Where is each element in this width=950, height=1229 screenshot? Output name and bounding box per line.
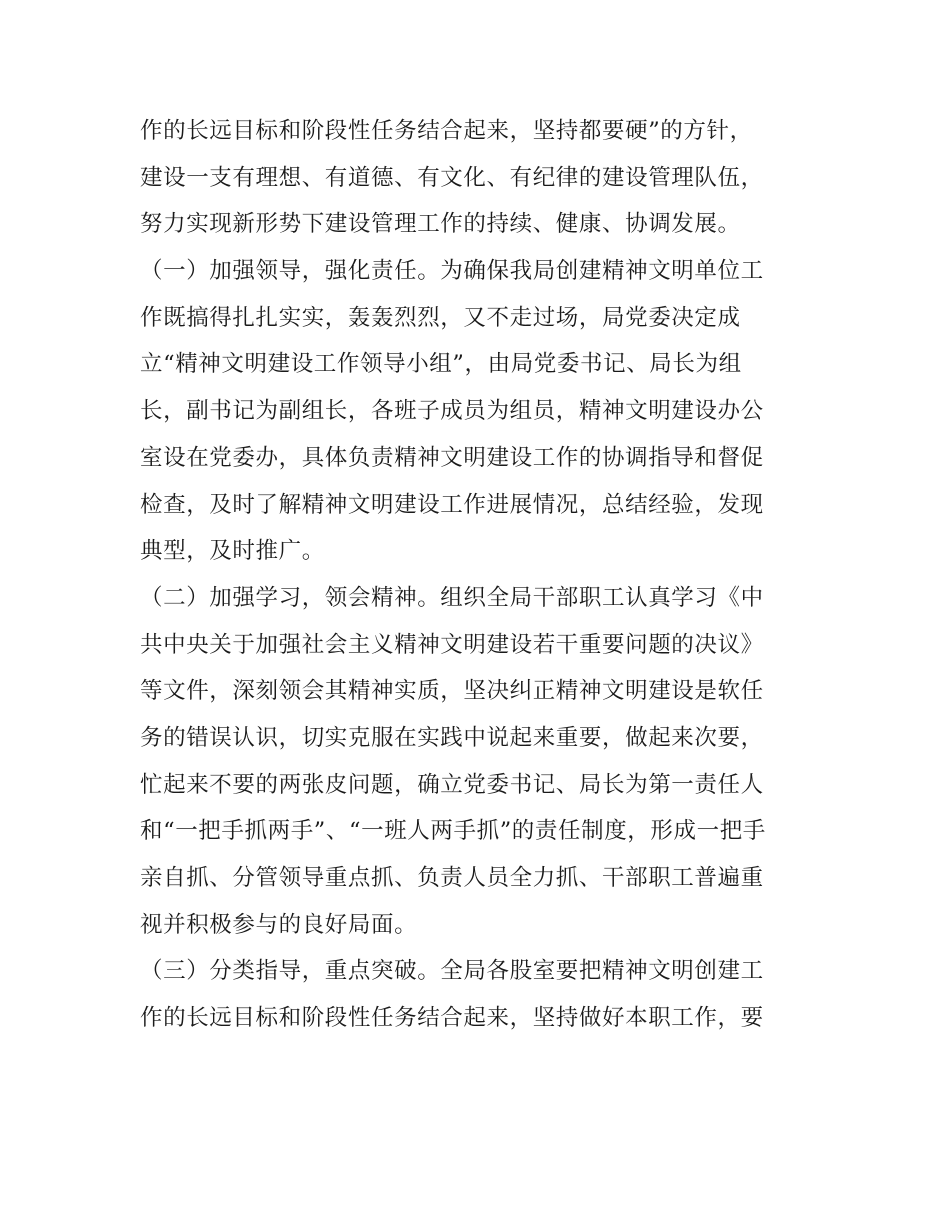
text-line: 作既搞得扎扎实实，轰轰烈烈，又不走过场，局党委决定成 <box>140 304 741 331</box>
text-line: 努力实现新形势下建设管理工作的持续、健康、协调发展。 <box>140 211 741 238</box>
section-1-heading-line: （一）加强领导，强化责任。为确保我局创建精神文明单位工 <box>140 258 764 285</box>
text-line: 务的错误认识，切实克服在实践中说起来重要，做起来次要， <box>140 724 764 751</box>
text-line: 和“一把手抓两手”、“一班人两手抓”的责任制度，形成一把手 <box>140 818 766 845</box>
text-line: 长，副书记为副组长，各班子成员为组员，精神文明建设办公 <box>140 398 764 425</box>
text-line: 视并积极参与的良好局面。 <box>140 911 418 938</box>
text-line: 建设一支有理想、有道德、有文化、有纪律的建设管理队伍， <box>140 164 764 191</box>
text-line: 共中央关于加强社会主义精神文明建设若干重要问题的决议》 <box>140 631 764 658</box>
text-line: 室设在党委办，具体负责精神文明建设工作的协调指导和督促 <box>140 444 764 471</box>
text-line: 亲自抓、分管领导重点抓、负责人员全力抓、干部职工普遍重 <box>140 865 764 891</box>
section-2-heading-line: （二）加强学习，领会精神。组织全局干部职工认真学习《中 <box>140 584 764 611</box>
text-line: 等文件，深刻领会其精神实质，坚决纠正精神文明建设是软任 <box>140 678 764 705</box>
text-line: 作的长远目标和阶段性任务结合起来，坚持做好本职工作，要 <box>140 1005 764 1032</box>
text-line: 忙起来不要的两张皮问题，确立党委书记、局长为第一责任人 <box>140 771 764 798</box>
text-line: 立“精神文明建设工作领导小组”，由局党委书记、局长为组 <box>140 351 742 378</box>
section-3-heading-line: （三）分类指导，重点突破。全局各股室要把精神文明创建工 <box>140 958 764 985</box>
document-body <box>140 108 830 1042</box>
text-line: 典型，及时推广。 <box>140 538 325 565</box>
text-line: 作的长远目标和阶段性任务结合起来，坚持都要硬”的方针， <box>140 118 753 144</box>
text-line: 检查，及时了解精神文明建设工作进展情况，总结经验，发现 <box>140 491 764 518</box>
